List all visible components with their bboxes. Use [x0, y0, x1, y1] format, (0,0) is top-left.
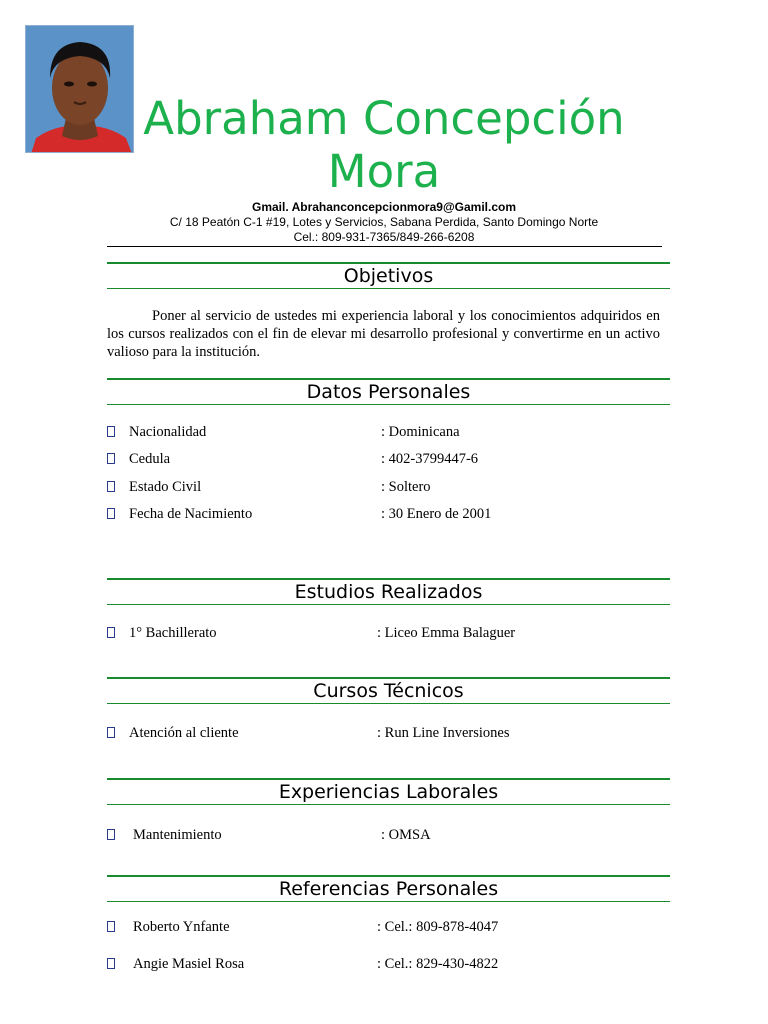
section-experiencias-heading: Experiencias Laborales: [107, 778, 670, 805]
list-item: [107, 624, 667, 642]
objective-text: Poner al servicio de ustedes mi experiencia laboral y los conocimientos adquiridos en los cursos realizados con el fin de elevar mi desarrollo profesional y convertirme en un activo valioso para la institución.: [107, 308, 660, 360]
address-line: C/ 18 Peatón C-1 #19, Lotes y Servicios, Sabana Perdida, Santo Domingo Norte: [169, 215, 599, 229]
item-value: : 402-3799447-6: [381, 451, 479, 467]
list-item: [107, 505, 667, 523]
list-item: [107, 423, 667, 441]
item-value: : 30 Enero de 2001: [381, 506, 492, 522]
email-line: Gmail. Abrahanconcepcionmora9@Gamil.com: [252, 200, 516, 214]
item-label: Cedula: [129, 451, 171, 467]
section-referencias-heading: Referencias Personales: [107, 875, 670, 902]
item-label: Roberto Ynfante: [133, 919, 230, 935]
list-item: [107, 724, 667, 742]
list-item: [107, 450, 667, 468]
bullet-icon: [107, 508, 115, 519]
item-label: Estado Civil: [129, 479, 202, 495]
section-datos-personales-heading: Datos Personales: [107, 378, 670, 405]
item-value: : Liceo Emma Balaguer: [377, 625, 516, 641]
item-label: Angie Masiel Rosa: [133, 956, 245, 972]
item-label: Atención al cliente: [129, 725, 239, 741]
bullet-icon: [107, 453, 115, 464]
bullet-icon: [107, 727, 115, 738]
item-label: 1° Bachillerato: [129, 625, 217, 641]
item-value: : Run Line Inversiones: [377, 725, 510, 741]
candidate-name: Abraham Concepción Mora: [143, 92, 625, 198]
bullet-icon: [107, 426, 115, 437]
list-item: [107, 826, 667, 844]
item-value: : Cel.: 809-878-4047: [377, 919, 499, 935]
item-label: Fecha de Nacimiento: [129, 506, 253, 522]
section-estudios-heading: Estudios Realizados: [107, 578, 670, 605]
list-item: [107, 955, 667, 973]
bullet-icon: [107, 829, 115, 840]
section-objetivos-heading: Objetivos: [107, 262, 670, 289]
contact-block: [100, 200, 668, 245]
item-value: : Cel.: 829-430-4822: [377, 956, 499, 972]
bullet-icon: [107, 481, 115, 492]
phone-line: Cel.: 809-931-7365/849-266-6208: [293, 230, 475, 244]
bullet-icon: [107, 921, 115, 932]
bullet-icon: [107, 627, 115, 638]
bullet-icon: [107, 958, 115, 969]
item-value: : Soltero: [381, 479, 431, 495]
item-label: Mantenimiento: [133, 827, 222, 843]
header-divider: [107, 246, 662, 247]
section-cursos-heading: Cursos Técnicos: [107, 677, 670, 704]
item-value: : OMSA: [381, 827, 431, 843]
item-label: Nacionalidad: [129, 424, 207, 440]
list-item: [107, 918, 667, 936]
list-item: [107, 478, 667, 496]
item-value: : Dominicana: [381, 424, 460, 440]
